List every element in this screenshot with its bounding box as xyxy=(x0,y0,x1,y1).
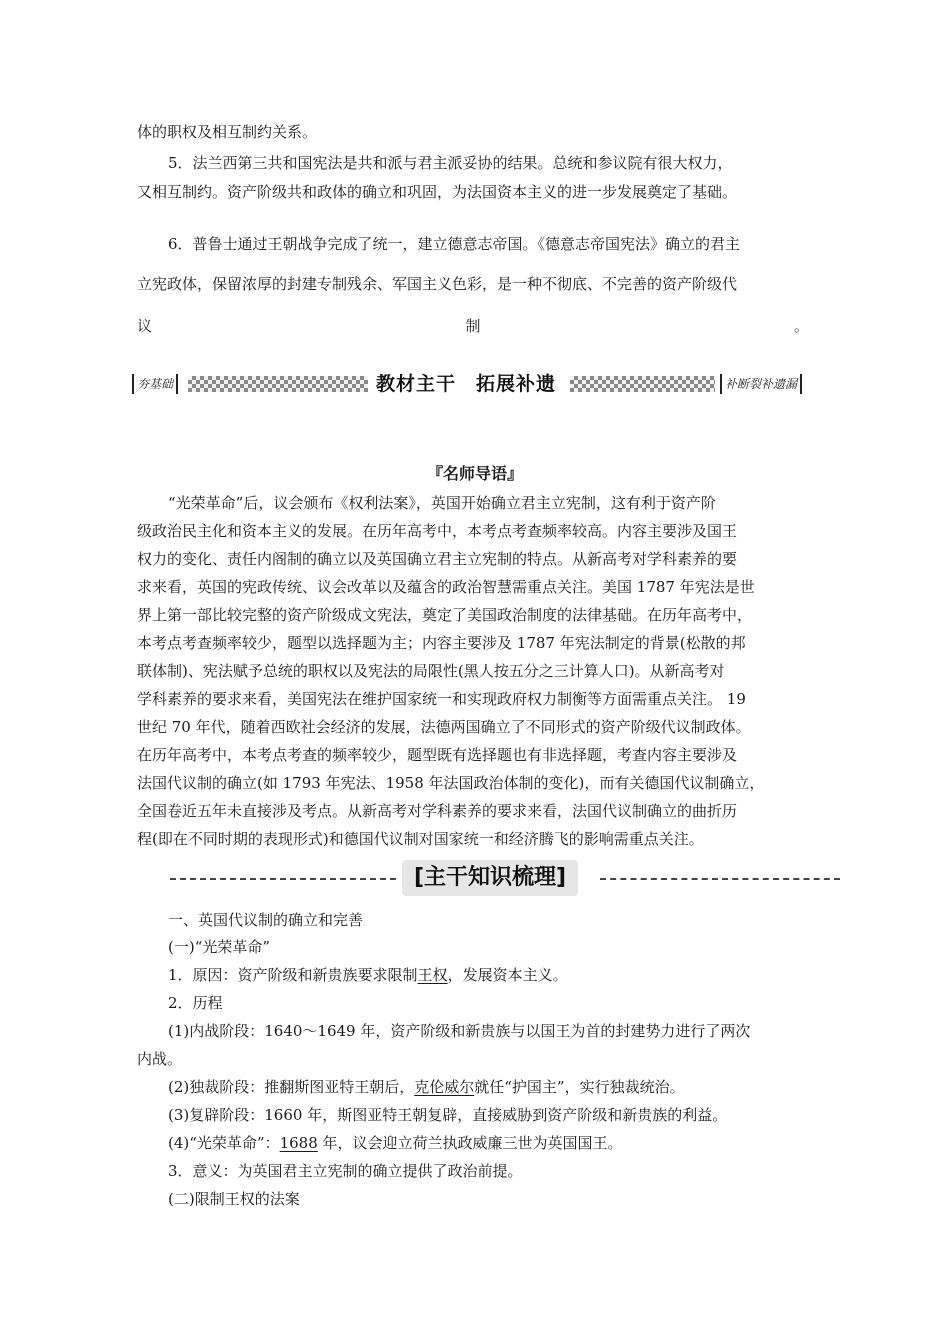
underlined-answer: 1688 xyxy=(279,1134,318,1152)
guide-line: “光荣革命”后，议会颁布《权利法案》，英国开始确立君主立宪制，这有利于资产阶 xyxy=(168,494,716,512)
banner-checker-pattern-right xyxy=(570,376,715,392)
guide-line: 程(即在不同时期的表现形式)和德国代议制对国家统一和经济腾飞的影响需重点关注。 xyxy=(137,830,704,848)
dashed-rule-right xyxy=(600,878,840,880)
outline-item xyxy=(168,1077,817,1097)
guide-line: 全国卷近五年未直接涉及考点。从新高考对学科素养的要求来看，法国代议制确立的曲折历 xyxy=(137,802,738,820)
guide-line: 界上第一部比较完整的资产阶级成文宪法，奠定了美国政治制度的法律基础。在历年高考中， xyxy=(137,606,753,624)
banner-checker-pattern-left xyxy=(188,376,368,392)
guide-line: 法国代议制的确立(如 1793 年宪法、1958 年法国政治体制的变化)，而有关德国代议制确立， xyxy=(137,774,765,792)
guide-line: 求来看，英国的宪政传统、议会改革以及蕴含的政治智慧需重点关注。美国 1787 年宪法是世 xyxy=(137,578,755,596)
outline-meaning: 3．意义：为英国君主立宪制的确立提供了政治前提。 xyxy=(168,1162,523,1180)
section-heading xyxy=(170,858,840,898)
banner-title: 教材主干 拓展补遗 xyxy=(376,373,557,395)
paragraph-line: 又相互制约。资产阶级共和政体的确立和巩固，为法国资本主义的进一步发展奠定了基础。 xyxy=(137,183,738,201)
guide-line: 本考点考查频率较少，题型以选择题为主；内容主要涉及 1787 年宪法制定的背景(松散的邦 xyxy=(137,634,746,652)
outline-process: 2．历程 xyxy=(168,994,223,1012)
paragraph-line: 6．普鲁士通过王朝战争完成了统一，建立德意志帝国。《德意志帝国宪法》确立的君主 xyxy=(168,235,741,253)
guide-line: 在历年高考中，本考点考查的频率较少，题型既有选择题也有非选择题，考查内容主要涉及 xyxy=(137,746,738,764)
banner-left-tag: 夯基础 xyxy=(132,374,178,394)
spread-char: 制 xyxy=(465,317,481,335)
guide-line: 世纪 70 年代，随着西欧社会经济的发展，法德两国确立了不同形式的资产阶级代议制政体。 xyxy=(137,718,751,736)
text-run: 年，议会迎立荷兰执政威廉三世为英国国王。 xyxy=(317,1134,623,1152)
underlined-answer: 王权 xyxy=(417,966,448,984)
text-run: 就任“护国主”，实行独裁统治。 xyxy=(474,1078,685,1096)
section-banner xyxy=(132,370,814,398)
paragraph-line: 体的职权及相互制约关系。 xyxy=(137,123,318,141)
outline-heading-2: (一)“光荣革命” xyxy=(168,938,271,956)
underlined-answer: 克伦威尔 xyxy=(414,1078,475,1096)
dashed-rule-left xyxy=(170,878,396,880)
guide-line: 级政治民主化和资本主义的发展。在历年高考中，本考点考查频率较高。内容主要涉及国王 xyxy=(137,522,738,540)
outline-reason xyxy=(168,965,817,985)
paragraph-line-spread xyxy=(137,316,809,336)
paragraph-line: 立宪政体，保留浓厚的封建专制残余、军国主义色彩，是一种不彻底、不完善的资产阶级代 xyxy=(137,275,738,293)
guide-line: 学科素养的要求来看，美国宪法在维护国家统一和实现政府权力制衡等方面需重点关注。 19 xyxy=(137,690,746,708)
outline-item: (3)复辟阶段：1660 年，斯图亚特王朝复辟，直接威胁到资产阶级和新贵族的利益。 xyxy=(168,1106,728,1124)
text-run: ，发展资本主义。 xyxy=(447,966,568,984)
outline-heading-3: (二)限制王权的法案 xyxy=(168,1190,300,1208)
banner-right-tag: 补断裂补遗漏 xyxy=(720,374,802,394)
text-run: (2)独裁阶段：推翻斯图亚特王朝后， xyxy=(168,1078,415,1096)
guide-line: 权力的变化、责任内阁制的确立以及英国确立君主立宪制的特点。从新高考对学科素养的要 xyxy=(137,550,738,568)
guide-line: 联体制)、宪法赋予总统的职权以及宪法的局限性(黑人按五分之三计算人口)。从新高考对 xyxy=(137,662,725,680)
text-run: 1．原因：资产阶级和新贵族要求限制 xyxy=(168,966,418,984)
outline-item xyxy=(168,1133,817,1153)
guide-heading: 『名师导语』 xyxy=(426,464,523,483)
text-run: (4)“光荣革命”： xyxy=(168,1134,280,1152)
paragraph-line: 5．法兰西第三共和国宪法是共和派与君主派妥协的结果。总统和参议院有很大权力， xyxy=(168,154,733,172)
spread-char: 议 xyxy=(137,317,153,335)
spread-char: 。 xyxy=(793,317,809,335)
outline-heading-1: 一、英国代议制的确立和完善 xyxy=(168,911,364,929)
outline-item-cont: 内战。 xyxy=(137,1050,183,1068)
outline-item: (1)内战阶段：1640～1649 年，资产阶级和新贵族与以国王为首的封建势力进行了两次 xyxy=(168,1022,751,1040)
section-title: [主干知识梳理] xyxy=(402,860,578,896)
